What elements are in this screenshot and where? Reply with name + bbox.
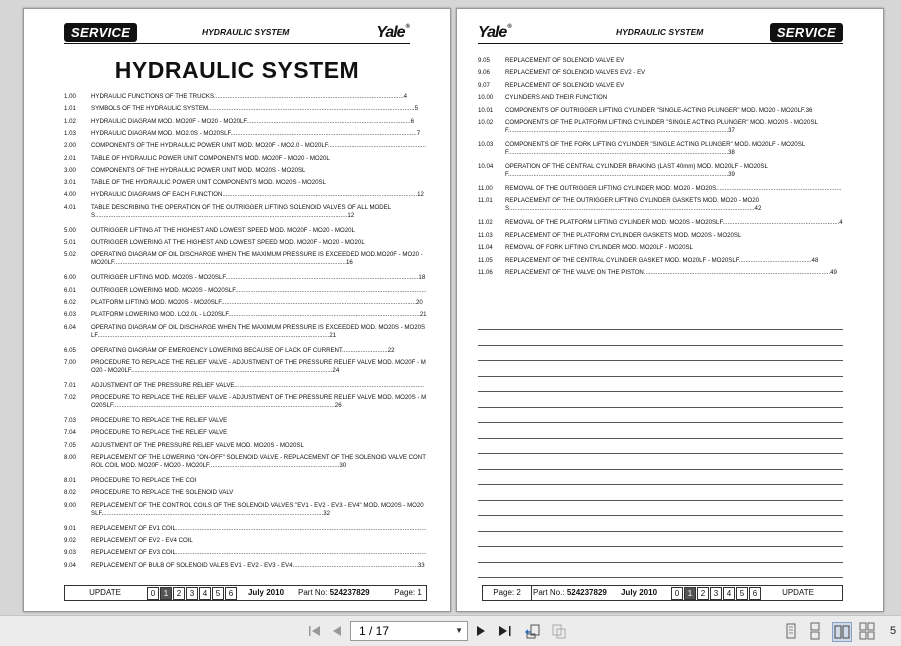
toc-entry[interactable]: [478, 141, 843, 157]
toc-entry-number: 5.02: [64, 251, 76, 259]
revision-box: 1: [160, 587, 172, 600]
header-title: HYDRAULIC SYSTEM: [202, 27, 290, 37]
toc-entry-title: OUTRIGGER LIFTING AT THE HIGHEST AND LOWEST SPEED MOD. MO20F - MO20 - MO20L: [91, 226, 355, 234]
toc-entry-number: 9.05: [478, 57, 490, 64]
toc-entry[interactable]: [478, 119, 843, 135]
blank-line: [478, 422, 843, 423]
toc-entry-title: COMPONENTS OF THE HYDRAULIC POWER UNIT MOD. MO20S - MO20SL: [91, 166, 306, 174]
toc-entry[interactable]: [478, 163, 843, 179]
toc-entry[interactable]: [64, 204, 427, 220]
previous-page-icon[interactable]: [328, 622, 346, 640]
toc-entry-title: OPERATING DIAGRAM OF EMERGENCY LOWERING BECAUSE OF LACK OF CURRENT...........................22: [91, 346, 395, 354]
toc-entry-title: PROCEDURE TO REPLACE THE RELIEF VALVE - ADJUSTMENT OF THE PRESSURE RELIEF VALVE MOD. MO20S - MO20SLF...................................................................................................................................26: [91, 394, 427, 410]
blank-line: [478, 360, 843, 361]
toc-entry-number: 9.04: [64, 561, 76, 569]
toc-entry-title: REPLACEMENT OF SOLENOID VALVES EV2 - EV: [505, 69, 646, 77]
toc-entry-title: PLATFORM LOWERING MOD. LO2.0L - LO20SLF.................................................................................................................21: [91, 311, 427, 319]
toc-entry-title: ADJUSTMENT OF THE PRESSURE RELIEF VALVE MOD. MO20S - MO20SL: [91, 441, 304, 449]
page-indicator: 1 / 17: [359, 624, 390, 638]
toc-entry-number: 5.00: [64, 226, 76, 234]
toc-entry-number: 10.02: [478, 119, 494, 126]
revision-box: 6: [749, 587, 761, 600]
toc-entry-number: 6.01: [64, 286, 76, 294]
toc-entry-number: 6.00: [64, 274, 76, 282]
footer-update-label: UPDATE: [89, 588, 121, 597]
toc-entry-title: HYDRAULIC DIAGRAM MOD. MO2.0S - MO20SLF..............................................................................................................7: [91, 129, 421, 137]
toc-entry[interactable]: [64, 454, 427, 470]
toc-entry-number: 10.00: [478, 94, 494, 102]
toc-entry-title: TABLE OF THE HYDRAULIC POWER UNIT COMPONENTS MOD. MO20S - MO20SL: [91, 179, 326, 187]
toc-entry-title: HYDRAULIC DIAGRAMS OF EACH FUNCTION...................................................................................................................12: [91, 191, 424, 199]
toc-entry-title: SYMBOLS OF THE HYDRAULIC SYSTEM..........................................................................................................................5: [91, 105, 418, 113]
toc-entry-number: 8.01: [64, 477, 76, 484]
toc-entry-title: OPERATING DIAGRAM OF OIL DISCHARGE WHEN THE MAXIMUM PRESSURE IS EXCEEDED MOD. MO20S - MO20SLF.........................................................................................................................................21: [91, 323, 426, 339]
revision-boxes: [671, 587, 762, 600]
yale-logo: Yale®: [376, 24, 410, 41]
blank-line: [478, 515, 843, 516]
toc-entry[interactable]: [64, 359, 427, 375]
toc-entry-title: TABLE OF HYDRAULIC POWER UNIT COMPONENTS MOD. MO20F - MO20 - MO20L: [91, 154, 330, 162]
toc-entry-number: 10.04: [478, 163, 494, 170]
footer-date: July 2010: [620, 588, 658, 597]
blank-line: [478, 500, 843, 501]
toc-entry-number: 9.06: [478, 69, 490, 77]
toc-entry-number: 1.01: [64, 105, 76, 113]
toc-entry-title: PROCEDURE TO REPLACE THE RELIEF VALVE: [91, 417, 228, 425]
toc-entry-title: REMOVAL OF THE OUTRIGGER LIFTING CYLINDER MOD. MO20 - MO20S..........................................................................: [505, 185, 842, 192]
toc-entry-number: 10.03: [478, 141, 494, 148]
page-number-select[interactable]: [350, 621, 468, 641]
page-title: HYDRAULIC SYSTEM: [114, 57, 360, 83]
toc-entry-title: REPLACEMENT OF SOLENOID VALVE EV: [505, 81, 625, 89]
toc-entry-number: 9.03: [64, 549, 76, 557]
toc-entry-number: 9.02: [64, 536, 76, 544]
toc-entry-title: ADJUSTMENT OF THE PRESSURE RELIEF VALVE................................................................................................................: [91, 381, 425, 389]
blank-line: [478, 391, 843, 392]
toc-entry-number: 7.04: [64, 429, 76, 437]
toc-entry-number: 3.00: [64, 166, 76, 174]
toc-entry-title: REPLACEMENT OF EV2 - EV4 COIL: [91, 536, 193, 544]
toc-entry-title: REPLACEMENT OF THE VALVE ON THE PISTON..............................................................................................................49: [505, 269, 837, 276]
toc-entry-title: TABLE DESCRIBING THE OPERATION OF THE OUTRIGGER LIFTING SOLENOID VALVES OF ALL MODELS.....................................................................................................................................................12: [91, 203, 392, 219]
toc-entry-number: 5.01: [64, 239, 76, 246]
go-back-view-icon[interactable]: [524, 622, 542, 640]
revision-box: 3: [186, 587, 198, 600]
toc-entry-title: OUTRIGGER LIFTING MOD. MO20S - MO20SLF..................................................................................................................18: [91, 274, 426, 282]
toc-entry-title: REPLACEMENT OF THE LOWERING "ON-OFF" SOLENOID VALVE - REPLACEMENT OF THE SOLENOID VALVE CONTROL COIL MOD. MO20F - MO20 - MO20LF.............................................................................30: [91, 454, 426, 469]
toc-entry-title: REMOVAL OF THE PLATFORM LIFTING CYLINDER MOD. MO20S - MO20SLF.....................................................................4: [505, 219, 843, 227]
go-forward-view-icon[interactable]: [550, 622, 568, 640]
blank-line: [478, 345, 843, 346]
revision-box: 0: [147, 587, 159, 600]
toc-entry-title: REPLACEMENT OF EV3 COIL....................................................................................................................................................: [91, 549, 427, 557]
next-page-icon[interactable]: [472, 622, 490, 640]
toc-entry-number: 7.03: [64, 417, 76, 425]
toc-entry-title: REPLACEMENT OF THE OUTRIGGER LIFTING CYLINDER GASKETS MOD. MO20 - MO20S.................................................................................................................................................42: [505, 197, 762, 213]
document-page-2: [456, 8, 884, 612]
toc-entry[interactable]: [64, 324, 427, 340]
toc-entry-title: REMOVAL OF FORK LIFTING CYLINDER MOD. MO20LF - MO20SL: [505, 244, 693, 252]
revision-box: 4: [199, 587, 211, 600]
two-page-continuous-icon[interactable]: [858, 622, 876, 640]
continuous-view-icon[interactable]: [806, 622, 824, 640]
toc-entry[interactable]: [64, 251, 427, 267]
revision-box: 1: [684, 587, 696, 600]
footer-part-number: Part No: 524237829: [298, 588, 370, 597]
toc-entry-title: OUTRIGGER LOWERING AT THE HIGHEST AND LOWEST SPEED MOD. MO20F - MO20 - MO20L: [91, 239, 365, 246]
toc-entry-number: 9.01: [64, 524, 76, 532]
toc-entry-title: COMPONENTS OF THE FORK LIFTING CYLINDER "SINGLE ACTING PLUNGER" MOD. MO20LF - MO20SLF..................................................................................................................................38: [505, 141, 806, 156]
toc-entry[interactable]: [478, 197, 843, 213]
toc-entry-number: 4.01: [64, 203, 76, 211]
toc-entry-title: PROCEDURE TO REPLACE THE SOLENOID VALV: [91, 489, 234, 497]
revision-box: 2: [697, 587, 709, 600]
revision-box: 0: [671, 587, 683, 600]
toc-entry-number: 4.00: [64, 191, 76, 199]
blank-line: [478, 531, 843, 532]
blank-line: [478, 329, 843, 330]
toc-entry-number: 6.05: [64, 346, 76, 354]
footer-update-label: UPDATE: [782, 588, 814, 597]
toc-entry-number: 6.02: [64, 298, 76, 306]
toc-entry-number: 7.05: [64, 441, 76, 449]
header-rule: [478, 43, 843, 44]
toc-entry-number: 3.01: [64, 179, 76, 187]
toc-entry-number: 8.00: [64, 454, 76, 461]
toc-entry-number: 11.01: [478, 197, 493, 205]
toc-entry-number: 11.05: [478, 256, 493, 264]
toc-entry[interactable]: [64, 394, 427, 410]
revision-box: 3: [710, 587, 722, 600]
toc-entry-title: HYDRAULIC DIAGRAM MOD. MO20F - MO20 - MO20LF.................................................................................................6: [91, 117, 415, 125]
toc-entry-number: 11.02: [478, 219, 493, 227]
revision-box: 5: [212, 587, 224, 600]
chevron-down-icon: ▼: [455, 626, 463, 635]
toc-entry-title: COMPONENTS OF THE HYDRAULIC POWER UNIT MOD. MO20F - MO2.0 - MO20LF..........................................................: [91, 142, 426, 150]
toc-entry-number: 8.02: [64, 489, 76, 497]
toc-entry-number: 11.06: [478, 269, 493, 276]
blank-line: [478, 484, 843, 485]
toc-entry-number: 11.03: [478, 231, 493, 239]
toc-entry-title: REPLACEMENT OF BULB OF SOLENOID VALES EV1 - EV2 - EV3 - EV4..........................................................................33: [91, 561, 425, 569]
blank-line: [478, 438, 843, 439]
last-page-icon[interactable]: [496, 622, 514, 640]
page-header: [64, 23, 410, 45]
toc-entry-title: REPLACEMENT OF SOLENOID VALVE EV: [505, 57, 625, 64]
toc-entry-title: REPLACEMENT OF EV1 COIL....................................................................................................................................................: [91, 524, 427, 532]
toc-entry-number: 7.02: [64, 394, 76, 402]
toc-entry-number: 1.03: [64, 129, 76, 137]
document-page-1: [23, 8, 451, 612]
blank-line: [478, 562, 843, 563]
revision-box: 6: [225, 587, 237, 600]
viewer-toolbar: [0, 615, 901, 646]
page-header: [478, 23, 843, 45]
footer-page-number: Page: 2: [483, 586, 532, 600]
toc-entry-title: OPERATION OF THE CENTRAL CYLINDER BRAKING (LAST 40mm) MOD. MO20LF - MO20SLF..................................................................................................................................39: [505, 163, 768, 178]
toc-entry[interactable]: [64, 502, 427, 518]
blank-line: [478, 546, 843, 547]
toc-entry-title: REPLACEMENT OF THE CONTROL COILS OF THE SOLENOID VALVES "EV1 - EV2 - EV3 - EV4" MOD. MO20S - MO20SLF...................................................................................................................................32: [91, 501, 424, 517]
service-badge: SERVICE: [64, 23, 137, 42]
toc-entry-number: 1.00: [64, 93, 76, 100]
toolbar-overflow-text: 5: [890, 625, 897, 637]
blank-line: [478, 469, 843, 470]
toc-entry-number: 7.01: [64, 381, 76, 389]
toc-entry-number: 2.01: [64, 154, 76, 162]
toc-entry-number: 11.00: [478, 185, 493, 192]
revision-box: 2: [173, 587, 185, 600]
yale-logo: Yale®: [478, 24, 512, 41]
toc-entry-number: 11.04: [478, 244, 493, 252]
toc-entry-title: CYLINDERS AND THEIR FUNCTION: [505, 94, 608, 102]
toc-entry-title: COMPONENTS OF THE PLATFORM LIFTING CYLINDER "SINGLE ACTING PLUNGER" MOD. MO20S - MO20SLF..................................................................................................................................37: [505, 119, 818, 134]
toc-entry-number: 1.02: [64, 117, 76, 125]
toc-entry-number: 7.00: [64, 358, 76, 366]
single-page-view-icon[interactable]: [782, 622, 800, 640]
toc-entry-title: PROCEDURE TO REPLACE THE COI: [91, 477, 197, 484]
revision-box: 5: [736, 587, 748, 600]
toc-entry-title: REPLACEMENT OF THE CENTRAL CYLINDER GASKET MOD. MO20LF - MO20SLF...........................................48: [505, 256, 819, 264]
footer-part-number: Part No.: 524237829: [533, 588, 607, 597]
first-page-icon[interactable]: [306, 622, 324, 640]
page-footer: [64, 585, 427, 601]
toc-entry-number: 6.03: [64, 311, 76, 319]
toc-entry-number: 2.00: [64, 142, 76, 150]
toc-entry-title: PROCEDURE TO REPLACE THE RELIEF VALVE - ADJUSTMENT OF THE PRESSURE RELIEF VALVE MOD. MO20F - MO20 - MO20LF.......................................................................................................................24: [91, 358, 426, 374]
revision-box: 4: [723, 587, 735, 600]
blank-line: [478, 376, 843, 377]
blank-line: [478, 453, 843, 454]
service-badge: SERVICE: [770, 23, 843, 42]
toc-entry-title: OPERATING DIAGRAM OF OIL DISCHARGE WHEN THE MAXIMUM PRESSURE IS EXCEEDED MOD.MO20F - MO20 - MO20LF.........................................................................................................................................16: [91, 251, 423, 267]
blank-line: [478, 577, 843, 578]
footer-page-number: Page: 1: [394, 588, 422, 597]
toc-entry-number: 9.07: [478, 81, 490, 89]
toc-entry-title: REPLACEMENT OF THE PLATFORM CYLINDER GASKETS MOD. MO20S - MO20SL: [505, 231, 742, 239]
header-title: HYDRAULIC SYSTEM: [616, 27, 704, 37]
toc-entry-title: OUTRIGGER LOWERING MOD. MO20S - MO20SLF.................................................................................................................: [91, 286, 427, 294]
toc-entry-number: 10.01: [478, 106, 494, 114]
revision-boxes: [147, 587, 238, 600]
toc-entry-title: PLATFORM LIFTING MOD. MO20S - MO20SLF...................................................................................................................20: [91, 298, 423, 306]
toc-entry-number: 6.04: [64, 323, 76, 331]
toc-entry-title: COMPONENTS OF OUTRIGGER LIFTING CYLINDER "SINGLE-ACTING PLUNGER" MOD. MO20 - MO20LF.36: [505, 106, 813, 114]
toc-entry-title: PROCEDURE TO REPLACE THE RELIEF VALVE: [91, 429, 228, 437]
two-page-view-icon[interactable]: [832, 622, 852, 642]
page-footer: [482, 585, 843, 601]
blank-line: [478, 407, 843, 408]
toc-entry-title: HYDRAULIC FUNCTIONS OF THE TRUCKS................................................................................................................4: [91, 93, 408, 100]
header-rule: [64, 43, 410, 44]
toc-entry-number: 9.00: [64, 501, 76, 509]
footer-date: July 2010: [247, 588, 285, 597]
